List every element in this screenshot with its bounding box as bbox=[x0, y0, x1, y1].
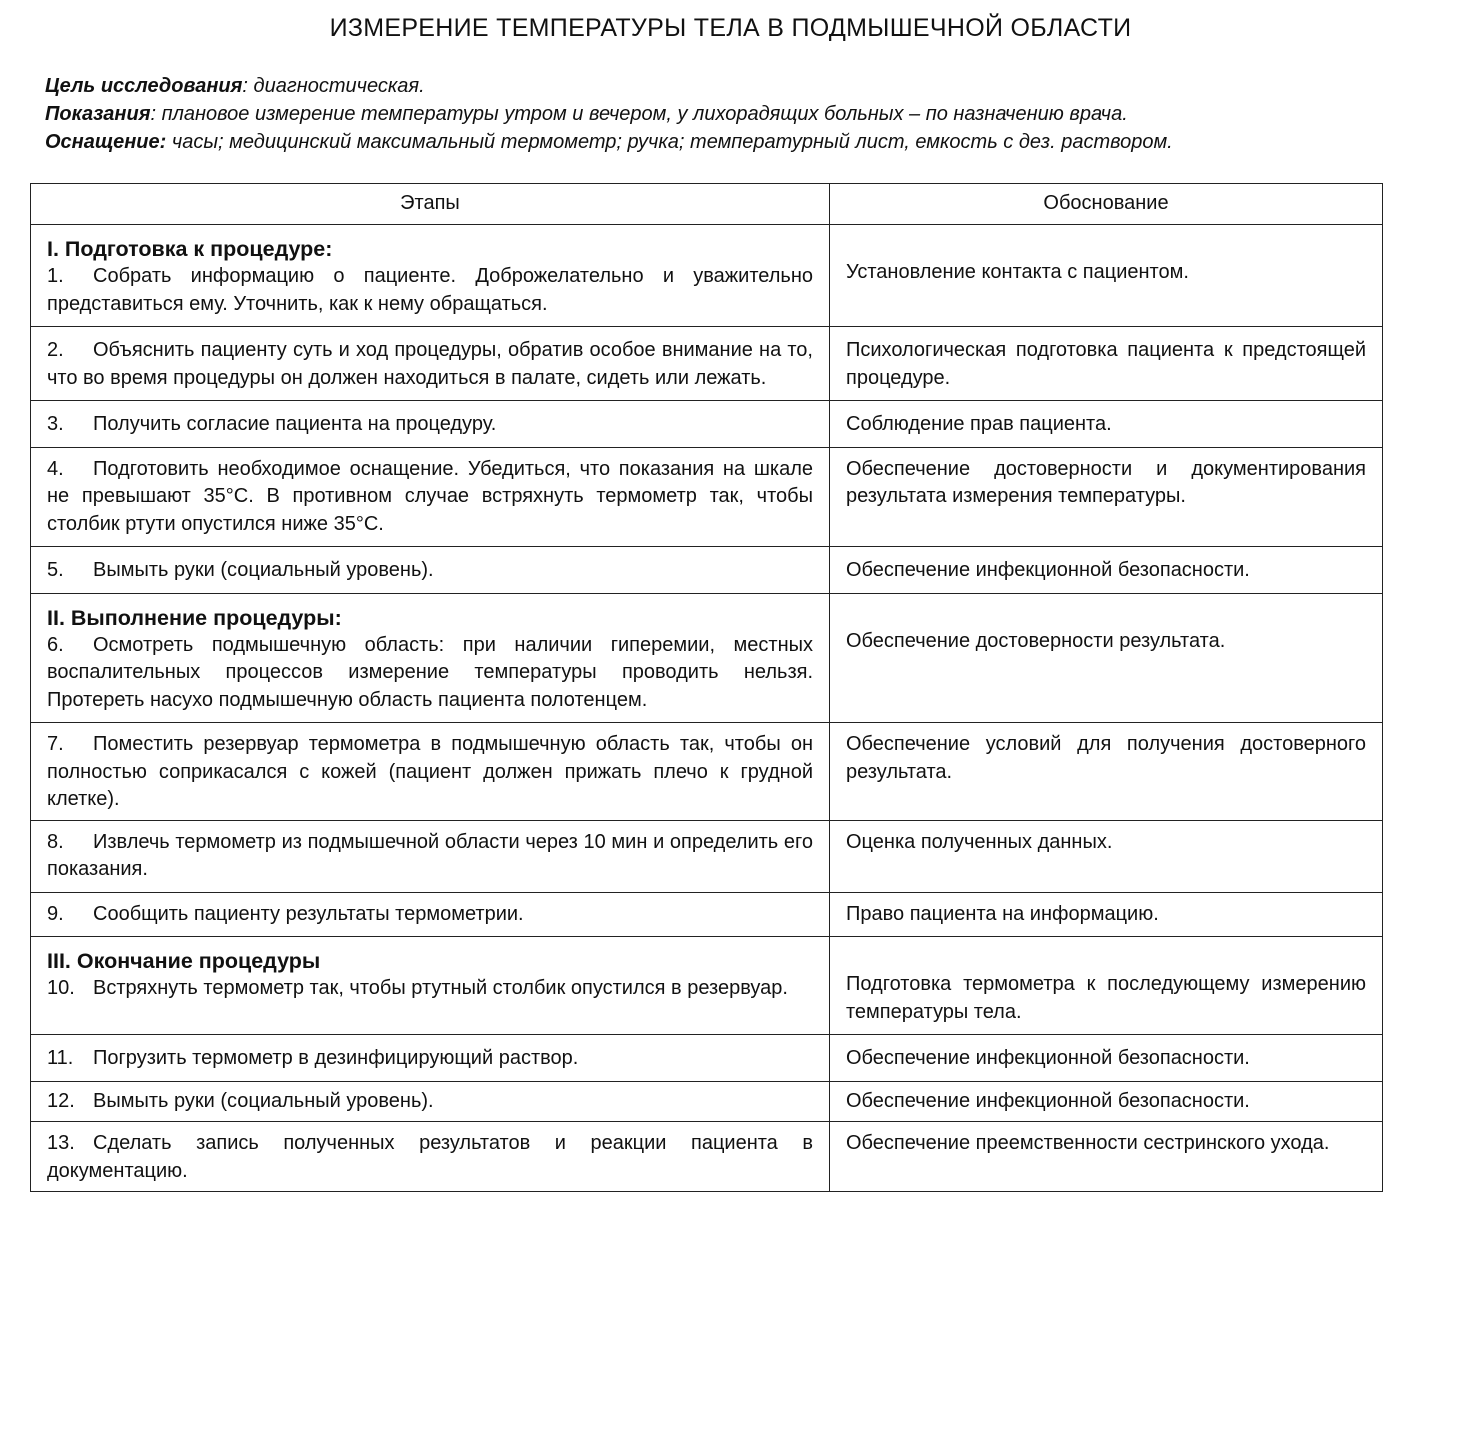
rationale-text: Обеспечение достоверности и документирования результата измерения температуры. bbox=[846, 457, 1366, 507]
step-cell bbox=[31, 1081, 830, 1122]
table-row bbox=[31, 892, 1383, 937]
table-row bbox=[31, 723, 1383, 821]
step-number: 10. bbox=[47, 977, 75, 999]
step-line bbox=[47, 975, 813, 1003]
step-number: 13. bbox=[47, 1132, 75, 1154]
step-text: Собрать информацию о пациенте. Доброжелательно и уважительно представиться ему. Уточнить, как к нему обращаться. bbox=[47, 265, 813, 315]
step-number: 2. bbox=[47, 339, 64, 361]
step-text: Поместить резервуар термометра в подмышечную область так, чтобы он полностью соприкасался с кожей (пациент должен прижать плечо к грудной клетке). bbox=[47, 733, 813, 810]
rationale-text: Обеспечение инфекционной безопасности. bbox=[846, 1089, 1250, 1112]
step-line bbox=[47, 411, 813, 439]
step-line bbox=[47, 1130, 813, 1185]
step-line bbox=[47, 731, 813, 814]
indications-value: : плановое измерение температуры утром и вечером, у лихорадящих больных – по назначению врача. bbox=[150, 103, 1128, 125]
step-line bbox=[47, 1045, 813, 1073]
rationale-text: Обеспечение достоверности результата. bbox=[846, 629, 1226, 652]
section-heading: II. Выполнение процедуры: bbox=[47, 605, 342, 630]
rationale-cell bbox=[830, 820, 1383, 892]
step-cell bbox=[31, 1035, 830, 1082]
rationale-cell bbox=[830, 1035, 1383, 1082]
step-number: 3. bbox=[47, 413, 64, 435]
rationale-text: Соблюдение прав пациента. bbox=[846, 413, 1112, 435]
step-line bbox=[47, 456, 813, 539]
step-cell bbox=[31, 327, 830, 401]
rationale-cell bbox=[830, 1122, 1383, 1192]
step-number: 6. bbox=[47, 633, 64, 656]
table-row bbox=[31, 447, 1383, 547]
page-title: ИЗМЕРЕНИЕ ТЕМПЕРАТУРЫ ТЕЛА В ПОДМЫШЕЧНОЙ ОБЛАСТИ bbox=[329, 14, 1132, 42]
step-line bbox=[47, 557, 813, 585]
procedure-meta bbox=[45, 72, 1435, 156]
step-line bbox=[47, 829, 813, 884]
header-rationale: Обоснование bbox=[830, 184, 1383, 225]
table-row bbox=[31, 1122, 1383, 1192]
rationale-cell bbox=[830, 401, 1383, 448]
step-number: 4. bbox=[47, 457, 64, 480]
step-text: Объяснить пациенту суть и ход процедуры, обратив особое внимание на то, что во время процедуры он должен находиться в палате, сидеть или лежать. bbox=[47, 339, 813, 389]
equipment-line bbox=[45, 128, 1435, 156]
rationale-text: Обеспечение инфекционной безопасности. bbox=[846, 559, 1250, 581]
equipment-label: Оснащение: bbox=[45, 131, 167, 153]
step-number: 5. bbox=[47, 559, 64, 581]
step-cell bbox=[31, 401, 830, 448]
rationale-text: Право пациента на информацию. bbox=[846, 902, 1159, 925]
step-cell bbox=[31, 547, 830, 594]
table-row bbox=[31, 820, 1383, 892]
table-row bbox=[31, 225, 1383, 327]
step-line bbox=[47, 263, 813, 318]
procedure-table bbox=[30, 183, 1383, 1192]
step-text: Вымыть руки (социальный уровень). bbox=[93, 559, 434, 581]
rationale-text: Обеспечение условий для получения достоверного результата. bbox=[846, 733, 1366, 783]
rationale-text: Установление контакта с пациентом. bbox=[846, 261, 1189, 283]
step-text: Вымыть руки (социальный уровень). bbox=[93, 1089, 434, 1112]
rationale-cell bbox=[830, 1081, 1383, 1122]
step-text: Встряхнуть термометр так, чтобы ртутный столбик опустился в резервуар. bbox=[93, 977, 788, 999]
rationale-cell bbox=[830, 723, 1383, 821]
table-row bbox=[31, 547, 1383, 594]
rationale-text: Психологическая подготовка пациента к предстоящей процедуре. bbox=[846, 339, 1366, 389]
table-header-row bbox=[31, 184, 1383, 225]
rationale-text: Подготовка термометра к последующему измерению температуры тела. bbox=[846, 973, 1366, 1023]
step-number: 1. bbox=[47, 265, 64, 287]
step-line bbox=[47, 901, 813, 929]
table-row bbox=[31, 1035, 1383, 1082]
rationale-text: Обеспечение преемственности сестринского ухода. bbox=[846, 1132, 1330, 1154]
section-heading: III. Окончание процедуры bbox=[47, 949, 321, 973]
step-number: 8. bbox=[47, 830, 64, 853]
rationale-text: Оценка полученных данных. bbox=[846, 830, 1113, 853]
step-number: 9. bbox=[47, 902, 64, 925]
rationale-cell bbox=[830, 593, 1383, 723]
step-cell bbox=[31, 892, 830, 937]
indications-line bbox=[45, 100, 1435, 128]
step-text: Подготовить необходимое оснащение. Убедиться, что показания на шкале не превышают 35°С. В противном случае встряхнуть термометр так, чтобы столбик ртути опустился ниже 35°С. bbox=[47, 457, 813, 535]
step-line bbox=[47, 632, 813, 715]
table-row bbox=[31, 937, 1383, 1035]
section-heading: I. Подготовка к процедуре: bbox=[47, 237, 333, 261]
indications-label: Показания bbox=[45, 103, 151, 125]
step-text: Осмотреть подмышечную область: при наличии гиперемии, местных воспалительных процессов измерение температуры проводить нельзя. Протереть насухо подмышечную область пациента полотенцем. bbox=[47, 633, 813, 711]
rationale-text: Обеспечение инфекционной безопасности. bbox=[846, 1047, 1250, 1069]
step-cell bbox=[31, 1122, 830, 1192]
rationale-cell bbox=[830, 547, 1383, 594]
goal-label: Цель исследования bbox=[45, 75, 243, 97]
header-stages: Этапы bbox=[31, 184, 830, 225]
step-text: Сделать запись полученных результатов и реакции пациента в документацию. bbox=[47, 1132, 813, 1182]
goal-line bbox=[45, 72, 1435, 100]
equipment-value: часы; медицинский максимальный термометр; ручка; температурный лист, емкость с дез. раствором. bbox=[166, 131, 1173, 153]
step-line bbox=[47, 337, 813, 392]
step-text: Погрузить термометр в дезинфицирующий раствор. bbox=[93, 1047, 579, 1069]
step-number: 11. bbox=[47, 1047, 74, 1069]
step-cell bbox=[31, 593, 830, 723]
table-row bbox=[31, 327, 1383, 401]
step-text: Извлечь термометр из подмышечной области через 10 мин и определить его показания. bbox=[47, 830, 813, 880]
goal-value: : диагностическая. bbox=[242, 75, 425, 97]
rationale-cell bbox=[830, 327, 1383, 401]
step-cell bbox=[31, 820, 830, 892]
step-cell bbox=[31, 723, 830, 821]
step-number: 7. bbox=[47, 733, 64, 755]
step-cell bbox=[31, 225, 830, 327]
step-text: Получить согласие пациента на процедуру. bbox=[93, 413, 497, 435]
step-line bbox=[47, 1088, 813, 1116]
step-cell bbox=[31, 447, 830, 547]
table-row bbox=[31, 1081, 1383, 1122]
rationale-cell bbox=[830, 447, 1383, 547]
rationale-cell bbox=[830, 937, 1383, 1035]
step-cell bbox=[31, 937, 830, 1035]
rationale-cell bbox=[830, 225, 1383, 327]
step-text: Сообщить пациенту результаты термометрии. bbox=[93, 902, 524, 925]
rationale-cell bbox=[830, 892, 1383, 937]
step-number: 12. bbox=[47, 1089, 75, 1112]
table-row bbox=[31, 593, 1383, 723]
table-row bbox=[31, 401, 1383, 448]
